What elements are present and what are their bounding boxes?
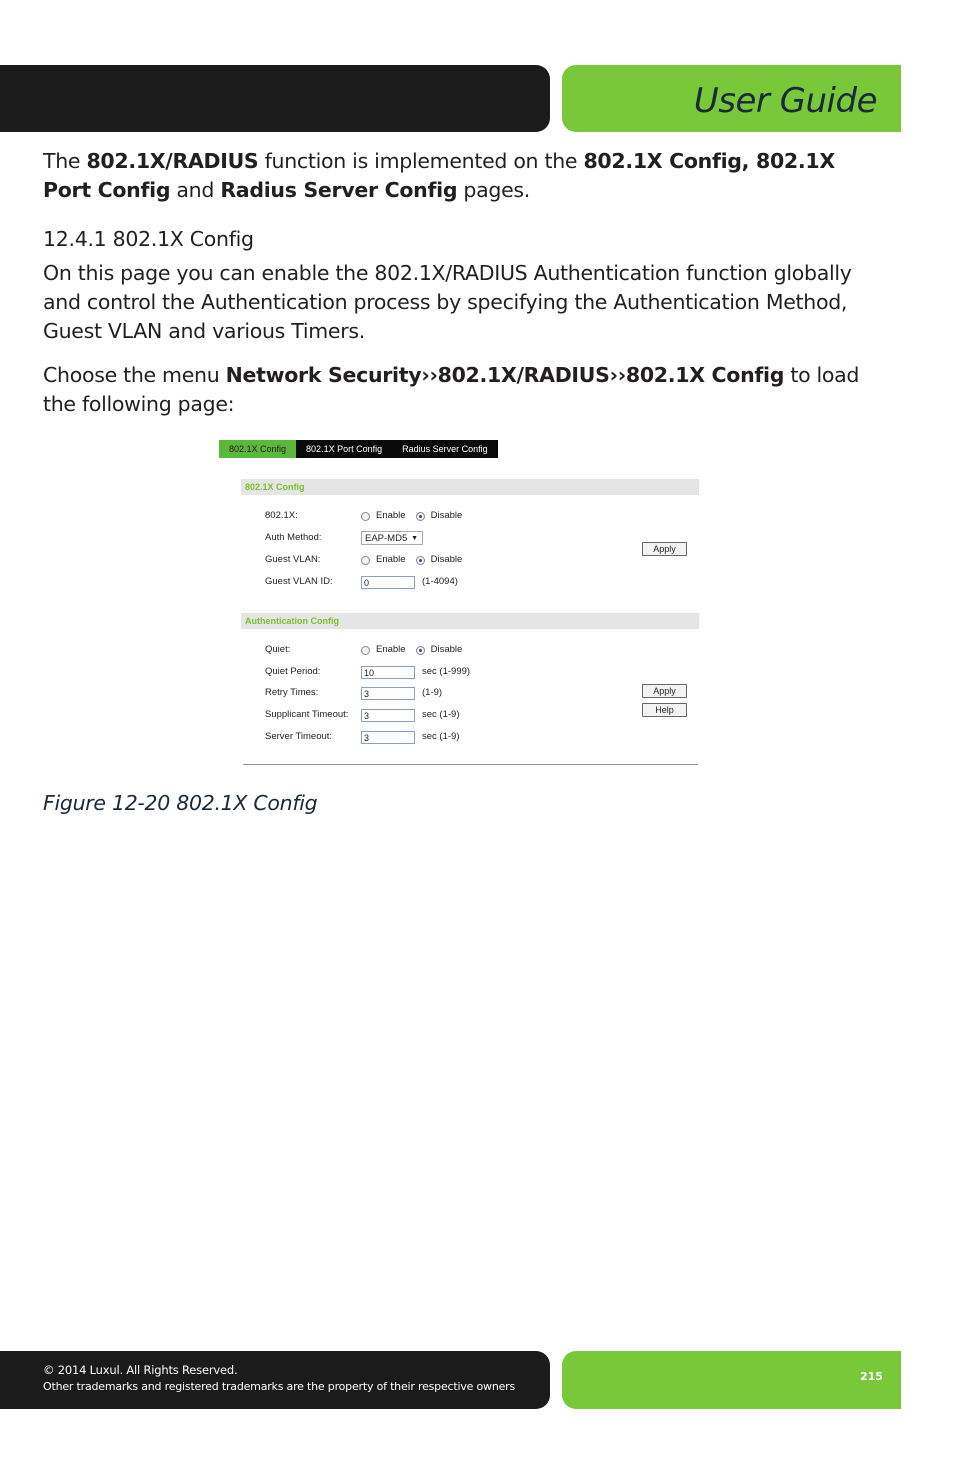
server-timeout-hint: sec (1-9) (422, 731, 460, 742)
retry-times-hint: (1-9) (422, 687, 443, 698)
quiet-period-input[interactable]: 10 (361, 666, 415, 679)
auth-method-select[interactable] (361, 531, 423, 545)
guest-vlan-id-hint: (1-4094) (422, 576, 458, 587)
label-supplicant-timeout: Supplicant Timeout: (265, 709, 349, 720)
footer-trademarks: Other trademarks and registered trademarks are the property of their respective owners (43, 1380, 516, 1393)
header-title: User Guide (693, 81, 877, 121)
page-number: 215 (860, 1370, 883, 1383)
label-quiet: Quiet: (265, 644, 291, 655)
apply-button-2[interactable]: Apply (642, 684, 687, 698)
radio-8021x-disable[interactable] (416, 512, 425, 521)
label-guest-vlan: Guest VLAN: (265, 554, 321, 565)
radio-quiet-enable-label: Enable (376, 644, 406, 655)
menu-text-1: Choose the menu (43, 363, 226, 387)
intro-bold-2: 802.1X Config, 802.1X Port Config (43, 149, 835, 202)
supplicant-timeout-hint: sec (1-9) (422, 709, 460, 720)
radio-8021x-enable-label: Enable (376, 510, 406, 521)
footer-copyright: © 2014 Luxul. All Rights Reserved. (43, 1363, 238, 1377)
menu-text-2: to load the following page: (43, 363, 860, 416)
radio-guest-vlan-disable-label: Disable (430, 554, 463, 565)
footer-black-bar (0, 1351, 550, 1409)
apply-button-1[interactable]: Apply (642, 542, 687, 556)
radio-quiet-disable[interactable] (416, 646, 425, 655)
label-8021x: 802.1X: (265, 510, 298, 521)
server-timeout-input[interactable]: 3 (361, 731, 415, 744)
intro-text-3: and (170, 178, 221, 202)
config-screenshot (219, 440, 701, 770)
radio-guest-vlan-disable[interactable] (416, 556, 425, 565)
intro-bold-3: Radius Server Config (220, 178, 458, 202)
quiet-period-hint: sec (1-999) (422, 666, 471, 677)
tab-bar (219, 440, 498, 458)
figure-caption: Figure 12-20 802.1X Config (43, 791, 318, 815)
section-paragraph: On this page you can enable the 802.1X/RADIUS Authentication function globally and control the Authentication process by specifying the Authentication Method, Guest VLAN and various Timers. (43, 261, 852, 343)
section-bar-8021x-config: 802.1X Config (241, 479, 699, 495)
tab-8021x-port-config[interactable]: 802.1X Port Config (306, 444, 383, 454)
intro-paragraph (43, 147, 883, 205)
tab-radius-server-config[interactable]: Radius Server Config (402, 444, 488, 454)
retry-times-input[interactable]: 3 (361, 687, 415, 700)
section-heading: 12.4.1 802.1X Config (43, 227, 254, 251)
menu-instruction (43, 361, 883, 419)
help-button[interactable]: Help (642, 703, 687, 717)
header-black-bar (0, 65, 550, 132)
intro-text-4: pages. (457, 178, 531, 202)
intro-text-2: function is implemented on the (258, 149, 584, 173)
radio-guest-vlan-enable-label: Enable (376, 554, 406, 565)
radio-8021x-enable[interactable] (361, 512, 370, 521)
radio-quiet-enable[interactable] (361, 646, 370, 655)
section-bar-authentication-config: Authentication Config (241, 613, 699, 629)
footer-green-bar (562, 1351, 901, 1409)
label-guest-vlan-id: Guest VLAN ID: (265, 576, 333, 587)
label-quiet-period: Quiet Period: (265, 666, 321, 677)
label-server-timeout: Server Timeout: (265, 731, 333, 742)
label-retry-times: Retry Times: (265, 687, 319, 698)
radio-8021x-disable-label: Disable (430, 510, 463, 521)
intro-bold-1: 802.1X/RADIUS (86, 149, 259, 173)
auth-method-value: EAP-MD5 (365, 533, 408, 544)
menu-path: Network Security››802.1X/RADIUS››802.1X Config (225, 363, 785, 387)
label-auth-method: Auth Method: (265, 532, 322, 543)
header-green-bar (562, 65, 901, 132)
radio-quiet-disable-label: Disable (430, 644, 463, 655)
chevron-down-icon: ▼ (411, 535, 418, 542)
tab-8021x-config[interactable]: 802.1X Config (219, 440, 296, 458)
figure-divider (243, 764, 698, 765)
guest-vlan-id-input[interactable]: 0 (361, 576, 415, 589)
radio-guest-vlan-enable[interactable] (361, 556, 370, 565)
intro-text-1: The (43, 149, 87, 173)
supplicant-timeout-input[interactable]: 3 (361, 709, 415, 722)
